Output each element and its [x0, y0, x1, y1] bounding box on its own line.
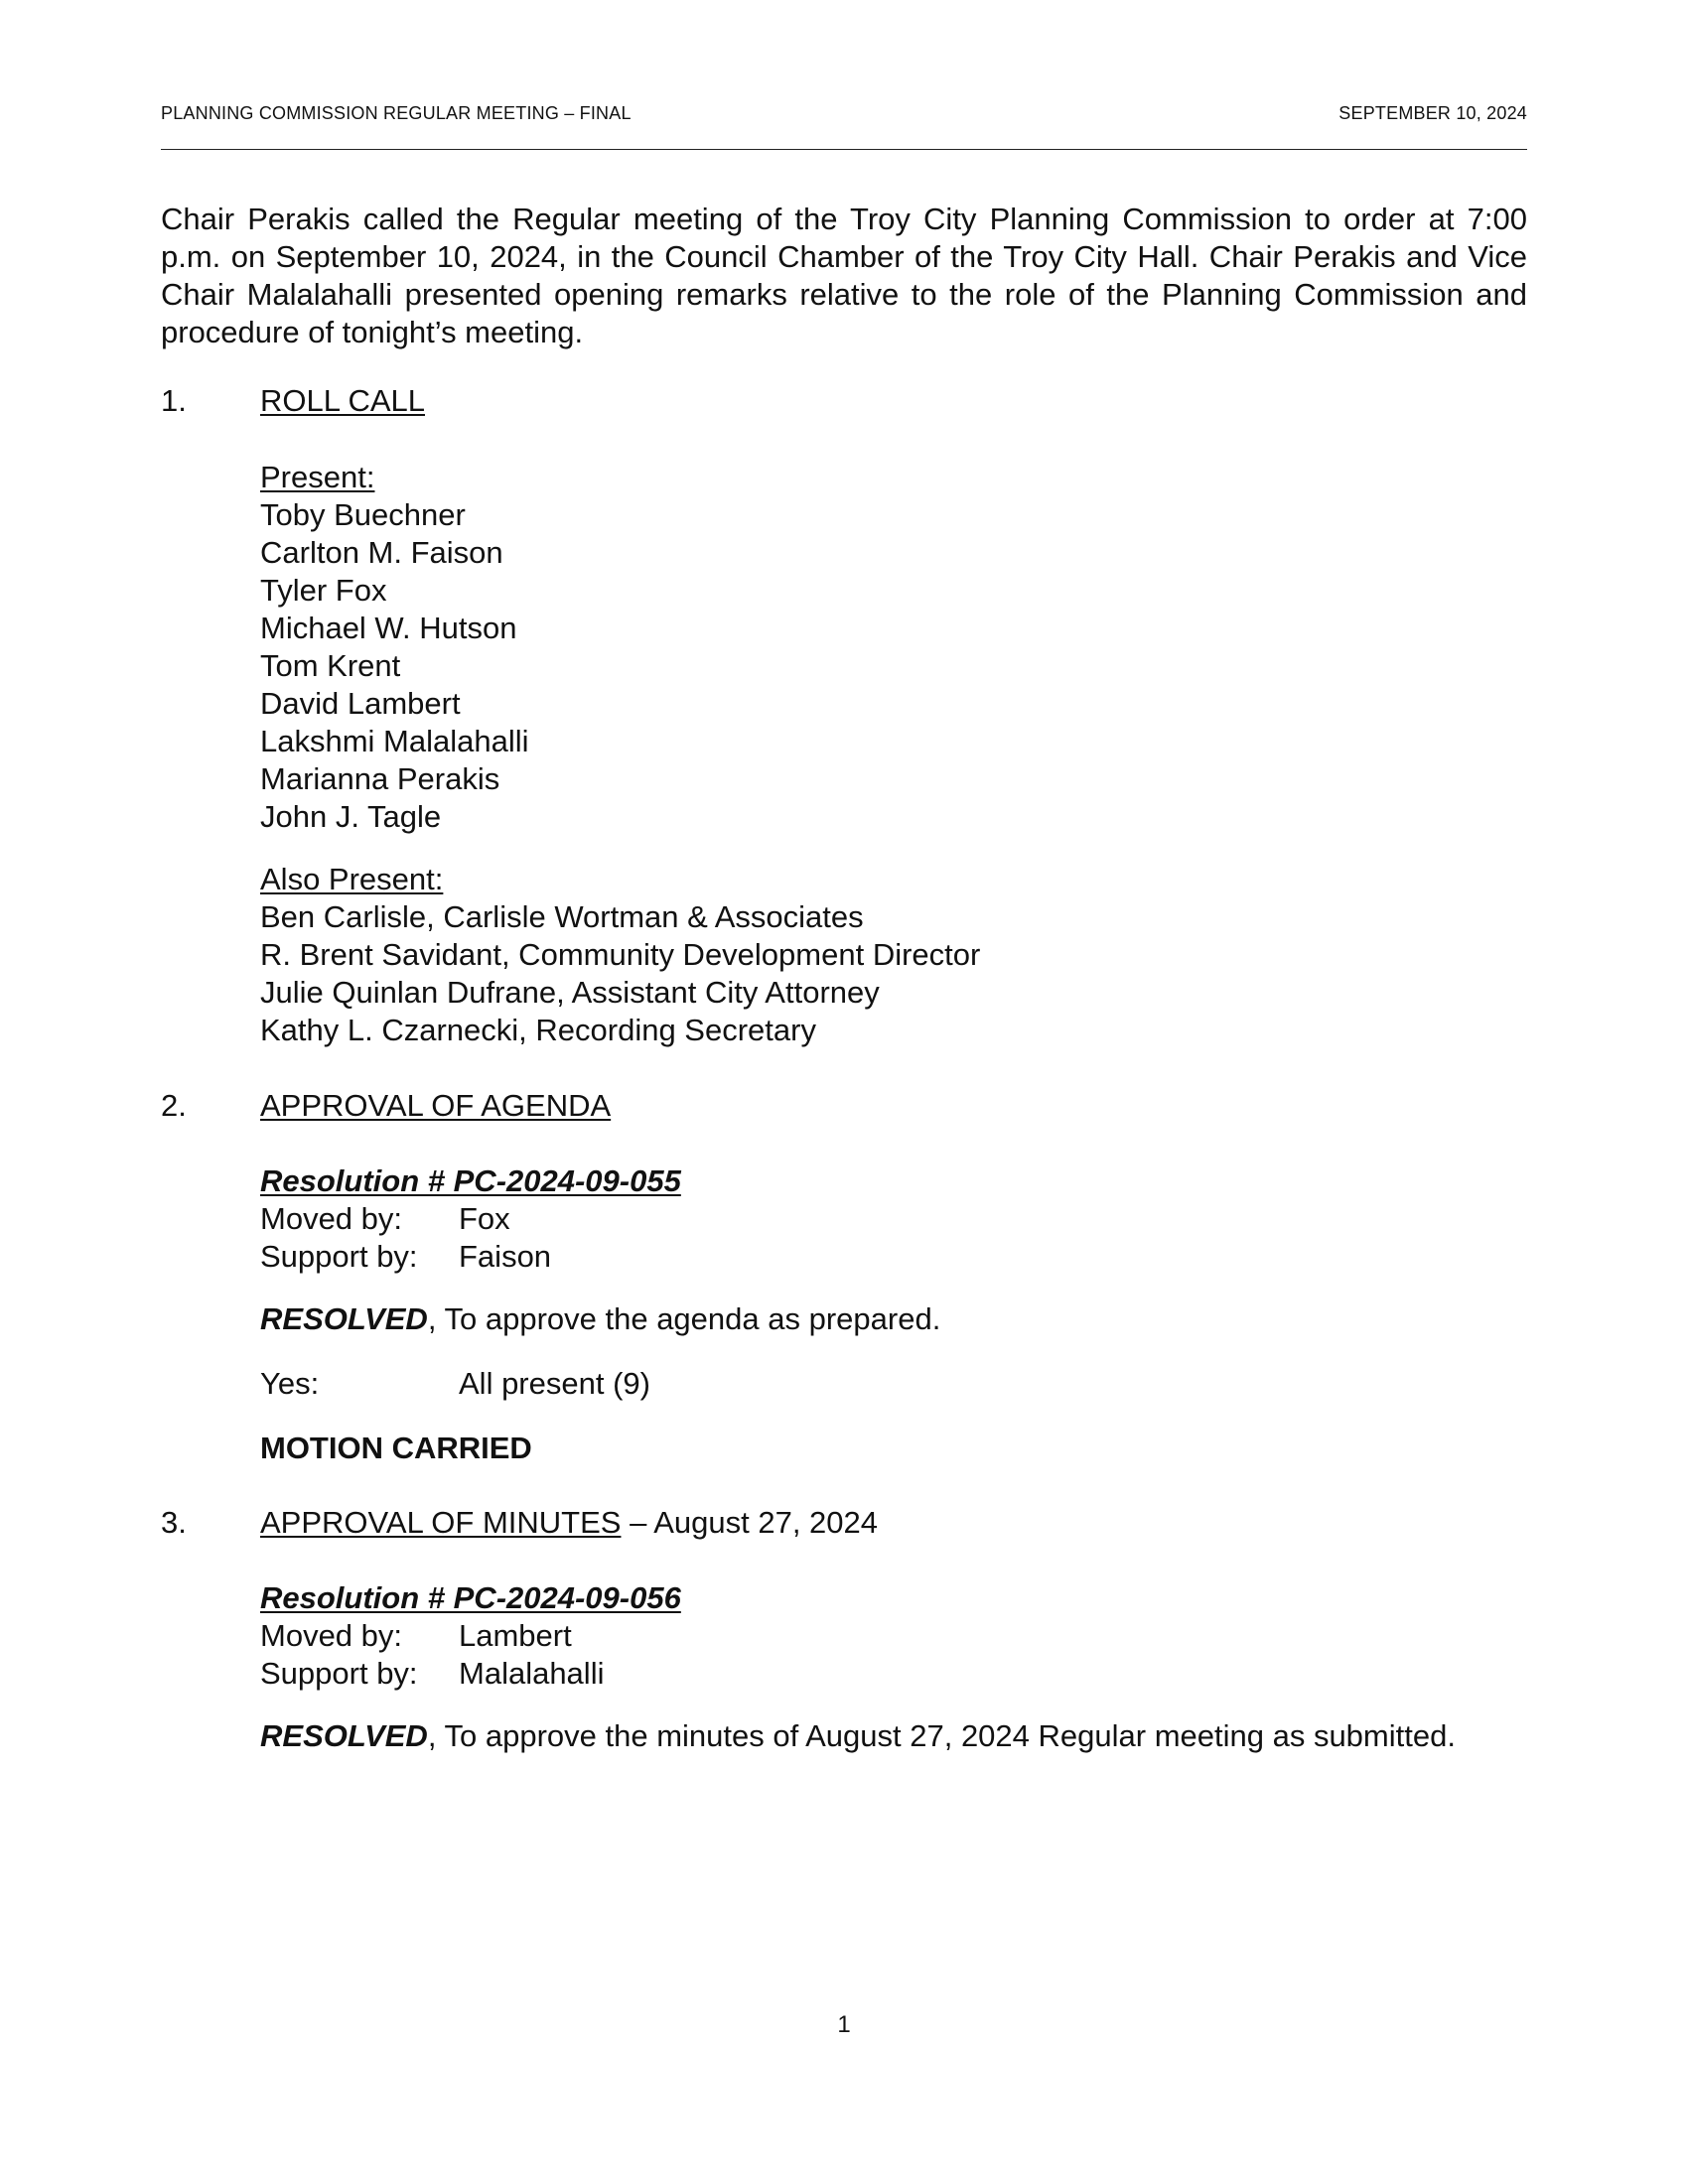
support-by: Faison [459, 1239, 552, 1274]
also-present-label: Also Present: [260, 862, 444, 896]
support-label: Support by: [260, 1656, 418, 1691]
attendee: Tyler Fox [260, 573, 387, 608]
attendee: John J. Tagle [260, 799, 442, 834]
page-number: 1 [837, 2011, 851, 2038]
section-title-agenda: APPROVAL OF AGENDA [260, 1088, 612, 1123]
support-label: Support by: [260, 1239, 418, 1274]
staff-member: Kathy L. Czarnecki, Recording Secretary [260, 1013, 816, 1047]
moved-by: Lambert [459, 1618, 572, 1653]
section-title-roll-call: ROLL CALL [260, 383, 425, 418]
staff-member: R. Brent Savidant, Community Development Director [260, 937, 981, 972]
attendee: Toby Buechner [260, 497, 466, 532]
moved-label: Moved by: [260, 1618, 403, 1653]
resolved-keyword: RESOLVED [260, 1718, 428, 1753]
resolution-text: RESOLVED, To approve the agenda as prepared. [260, 1301, 941, 1336]
attendee: Lakshmi Malalahalli [260, 724, 529, 758]
section-number: 2. [161, 1088, 187, 1123]
intro-paragraph: Chair Perakis called the Regular meeting of the Troy City Planning Commission to order at 7:00 p.m. on September 10, 2024, in the Council Chamber of the Troy City Hall. Chair Perakis and Vice Chair Malalahalli presented opening remarks relative to the role of the Planning Commission and procedure of tonight’s meeting. [161, 202, 1527, 349]
moved-label: Moved by: [260, 1201, 403, 1236]
header-title: PLANNING COMMISSION REGULAR MEETING – FINAL [161, 103, 632, 123]
header-divider [161, 149, 1527, 150]
motion-status: MOTION CARRIED [260, 1431, 532, 1465]
vote-label: Yes: [260, 1366, 320, 1401]
moved-by: Fox [459, 1201, 510, 1236]
vote-result: All present (9) [459, 1366, 650, 1401]
section-number: 3. [161, 1505, 187, 1540]
section-title-date: – August 27, 2024 [621, 1505, 879, 1540]
attendee: Michael W. Hutson [260, 611, 517, 645]
present-label: Present: [260, 460, 375, 494]
header-date: SEPTEMBER 10, 2024 [1338, 103, 1527, 123]
resolution-id: Resolution # PC-2024-09-055 [260, 1163, 681, 1198]
support-by: Malalahalli [459, 1656, 605, 1691]
resolved-keyword: RESOLVED [260, 1301, 428, 1336]
attendee: Carlton M. Faison [260, 535, 503, 570]
resolution-text: RESOLVED, To approve the minutes of August 27, 2024 Regular meeting as submitted. [260, 1718, 1456, 1753]
section-number: 1. [161, 383, 187, 418]
attendee: Marianna Perakis [260, 761, 500, 796]
resolution-id: Resolution # PC-2024-09-056 [260, 1580, 681, 1615]
attendee: David Lambert [260, 686, 461, 721]
staff-member: Julie Quinlan Dufrane, Assistant City Attorney [260, 975, 880, 1010]
section-title-minutes: APPROVAL OF MINUTES [260, 1505, 622, 1540]
attendee: Tom Krent [260, 648, 401, 683]
running-header [161, 103, 1527, 124]
staff-member: Ben Carlisle, Carlisle Wortman & Associates [260, 899, 864, 934]
